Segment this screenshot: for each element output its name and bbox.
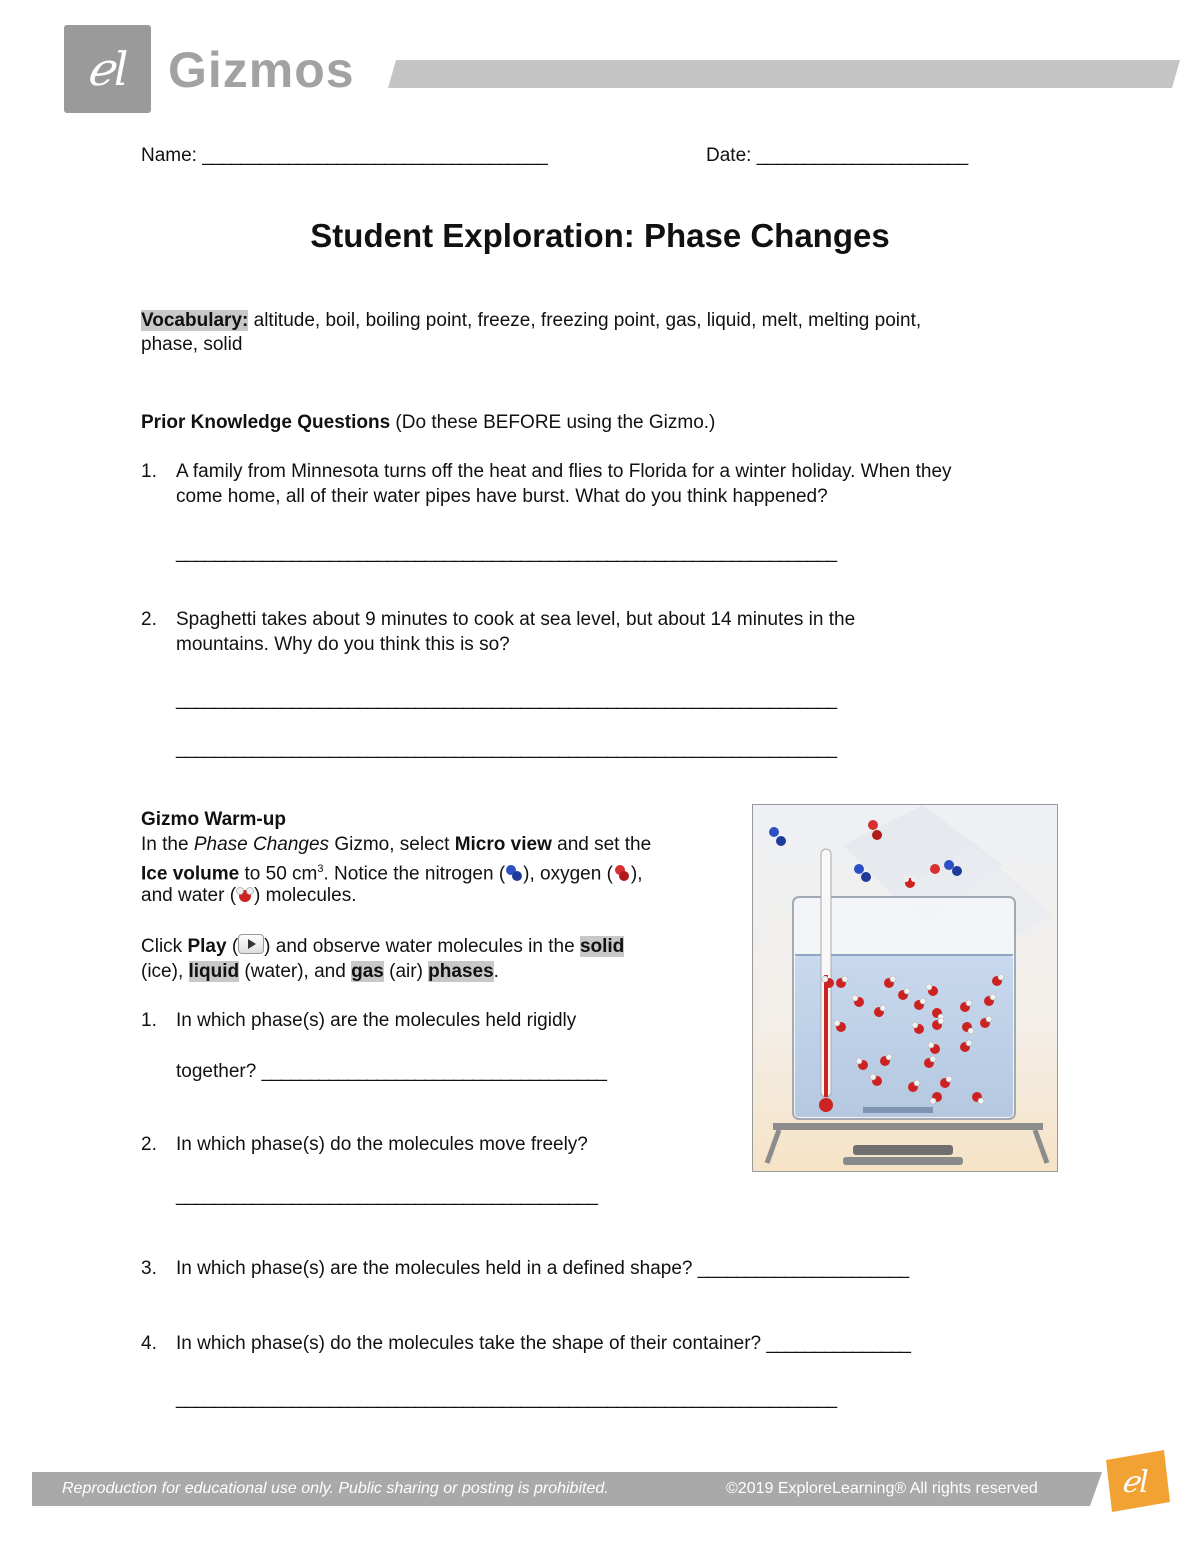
text: to 50 cm — [239, 863, 318, 885]
text: ), — [630, 863, 643, 885]
warmup-play-line-1 — [141, 934, 624, 959]
question-text: A family from Minnesota turns off the heat and flies to Florida for a winter holiday. When they — [176, 461, 952, 482]
page-title: Student Exploration: Phase Changes — [310, 217, 890, 254]
question-text: Spaghetti takes about 9 minutes to cook at sea level, but about 14 minutes in the — [176, 609, 856, 630]
question-number: 3. — [141, 1258, 157, 1279]
warmup-instructions-2 — [141, 857, 643, 886]
question-number: 1. — [141, 1010, 157, 1031]
micro-view-term: Micro view — [454, 834, 552, 855]
prior-question-1 — [141, 459, 952, 484]
text: and water ( — [141, 885, 237, 906]
question-number: 4. — [141, 1333, 157, 1354]
answer-line[interactable]: ____________________________________ — [261, 1061, 606, 1082]
oxygen-molecule-icon — [613, 864, 631, 882]
prior-question-2 — [141, 607, 855, 632]
superscript: 3 — [317, 863, 324, 875]
answer-line[interactable]: _____________________________________________________________________ — [176, 738, 837, 759]
text: . Notice the nitrogen ( — [323, 863, 506, 885]
explorelearning-corner-logo — [1100, 1450, 1170, 1512]
liquid-term: liquid — [188, 961, 240, 982]
text: . — [493, 961, 499, 982]
text: Gizmo, select — [329, 834, 455, 855]
warmup-question-2 — [141, 1132, 588, 1157]
warmup-instructions-1 — [141, 832, 651, 857]
name-field[interactable]: ____________________________________ — [202, 145, 547, 166]
phases-term: phases — [428, 961, 494, 982]
question-text: together? — [176, 1061, 262, 1082]
warmup-question-1-cont — [176, 1059, 606, 1084]
water-molecule-icon — [236, 886, 254, 904]
question-text: In which phase(s) are the molecules held in a defined shape? — [176, 1258, 698, 1279]
gizmo-name: Phase Changes — [193, 834, 330, 855]
text: ), oxygen ( — [523, 863, 613, 885]
play-term: Play — [187, 936, 227, 957]
warmup-question-1 — [141, 1008, 576, 1033]
vocabulary-terms-1: altitude, boil, boiling point, freeze, freezing point, gas, liquid, melt, melting point, — [248, 310, 922, 331]
text: ) molecules. — [254, 885, 357, 906]
text: ) and observe water molecules in the — [264, 936, 580, 957]
header-bar — [388, 60, 1180, 88]
prior-heading-text: Prior Knowledge Questions — [141, 412, 391, 433]
svg-text:ℯl: ℯl — [1121, 1465, 1149, 1500]
name-row — [141, 143, 547, 168]
answer-line[interactable]: _____________________________________________________________________ — [176, 542, 837, 563]
question-text: In which phase(s) are the molecules held rigidly — [176, 1010, 577, 1031]
footer-disclaimer: Reproduction for educational use only. Public sharing or posting is prohibited. — [62, 1480, 609, 1497]
text: (air) — [383, 961, 429, 982]
text: In the — [141, 834, 194, 855]
date-row — [706, 143, 967, 168]
vocabulary-label: Vocabulary: — [141, 310, 249, 331]
text: ( — [226, 936, 239, 957]
answer-line[interactable]: _______________ — [766, 1333, 910, 1354]
text: and set the — [551, 834, 652, 855]
answer-line[interactable]: ____________________________________________ — [176, 1185, 597, 1206]
question-number: 2. — [141, 1134, 157, 1155]
text: Click — [141, 936, 188, 957]
warmup-play-line-2 — [141, 959, 499, 984]
question-number: 2. — [141, 609, 157, 630]
gizmos-brand: Gizmos — [168, 42, 355, 98]
question-text: In which phase(s) do the molecules take the shape of their container? — [176, 1333, 767, 1354]
explorelearning-logo — [64, 25, 151, 113]
question-text: In which phase(s) do the molecules move freely? — [176, 1134, 588, 1155]
footer-copyright: ©2019 ExploreLearning® All rights reserved — [726, 1480, 1038, 1497]
nitrogen-molecule-icon — [505, 864, 523, 882]
phase-changes-figure — [752, 804, 1058, 1172]
prior-note: (Do these BEFORE using the Gizmo.) — [390, 412, 716, 433]
answer-line[interactable]: _____________________________________________________________________ — [176, 689, 837, 710]
warmup-heading — [141, 807, 286, 832]
play-button-icon — [238, 934, 264, 954]
date-field[interactable]: ______________________ — [756, 145, 968, 166]
date-label: Date: — [706, 145, 752, 166]
name-label: Name: — [141, 145, 197, 166]
answer-line[interactable]: ______________________ — [697, 1258, 909, 1279]
text: (water), and — [239, 961, 352, 982]
text: (ice), — [141, 961, 189, 982]
question-text-cont: come home, all of their water pipes have burst. What do you think happened? — [176, 486, 828, 507]
gas-term: gas — [351, 961, 384, 982]
vocabulary-line-1 — [141, 308, 921, 333]
prior-knowledge-heading — [141, 410, 715, 435]
ice-volume-term: Ice volume — [141, 863, 240, 885]
question-text-cont: mountains. Why do you think this is so? — [176, 634, 510, 655]
answer-line[interactable]: _____________________________________________________________________ — [176, 1388, 837, 1409]
question-number: 1. — [141, 461, 157, 482]
vocabulary-terms-2: phase, solid — [141, 334, 243, 355]
solid-term: solid — [579, 936, 625, 957]
logo-glyph: ℯl — [86, 42, 129, 96]
warmup-instructions-3 — [141, 883, 356, 908]
warmup-heading-text: Gizmo Warm-up — [141, 809, 286, 830]
warmup-question-3 — [141, 1256, 908, 1281]
warmup-question-4 — [141, 1331, 910, 1356]
